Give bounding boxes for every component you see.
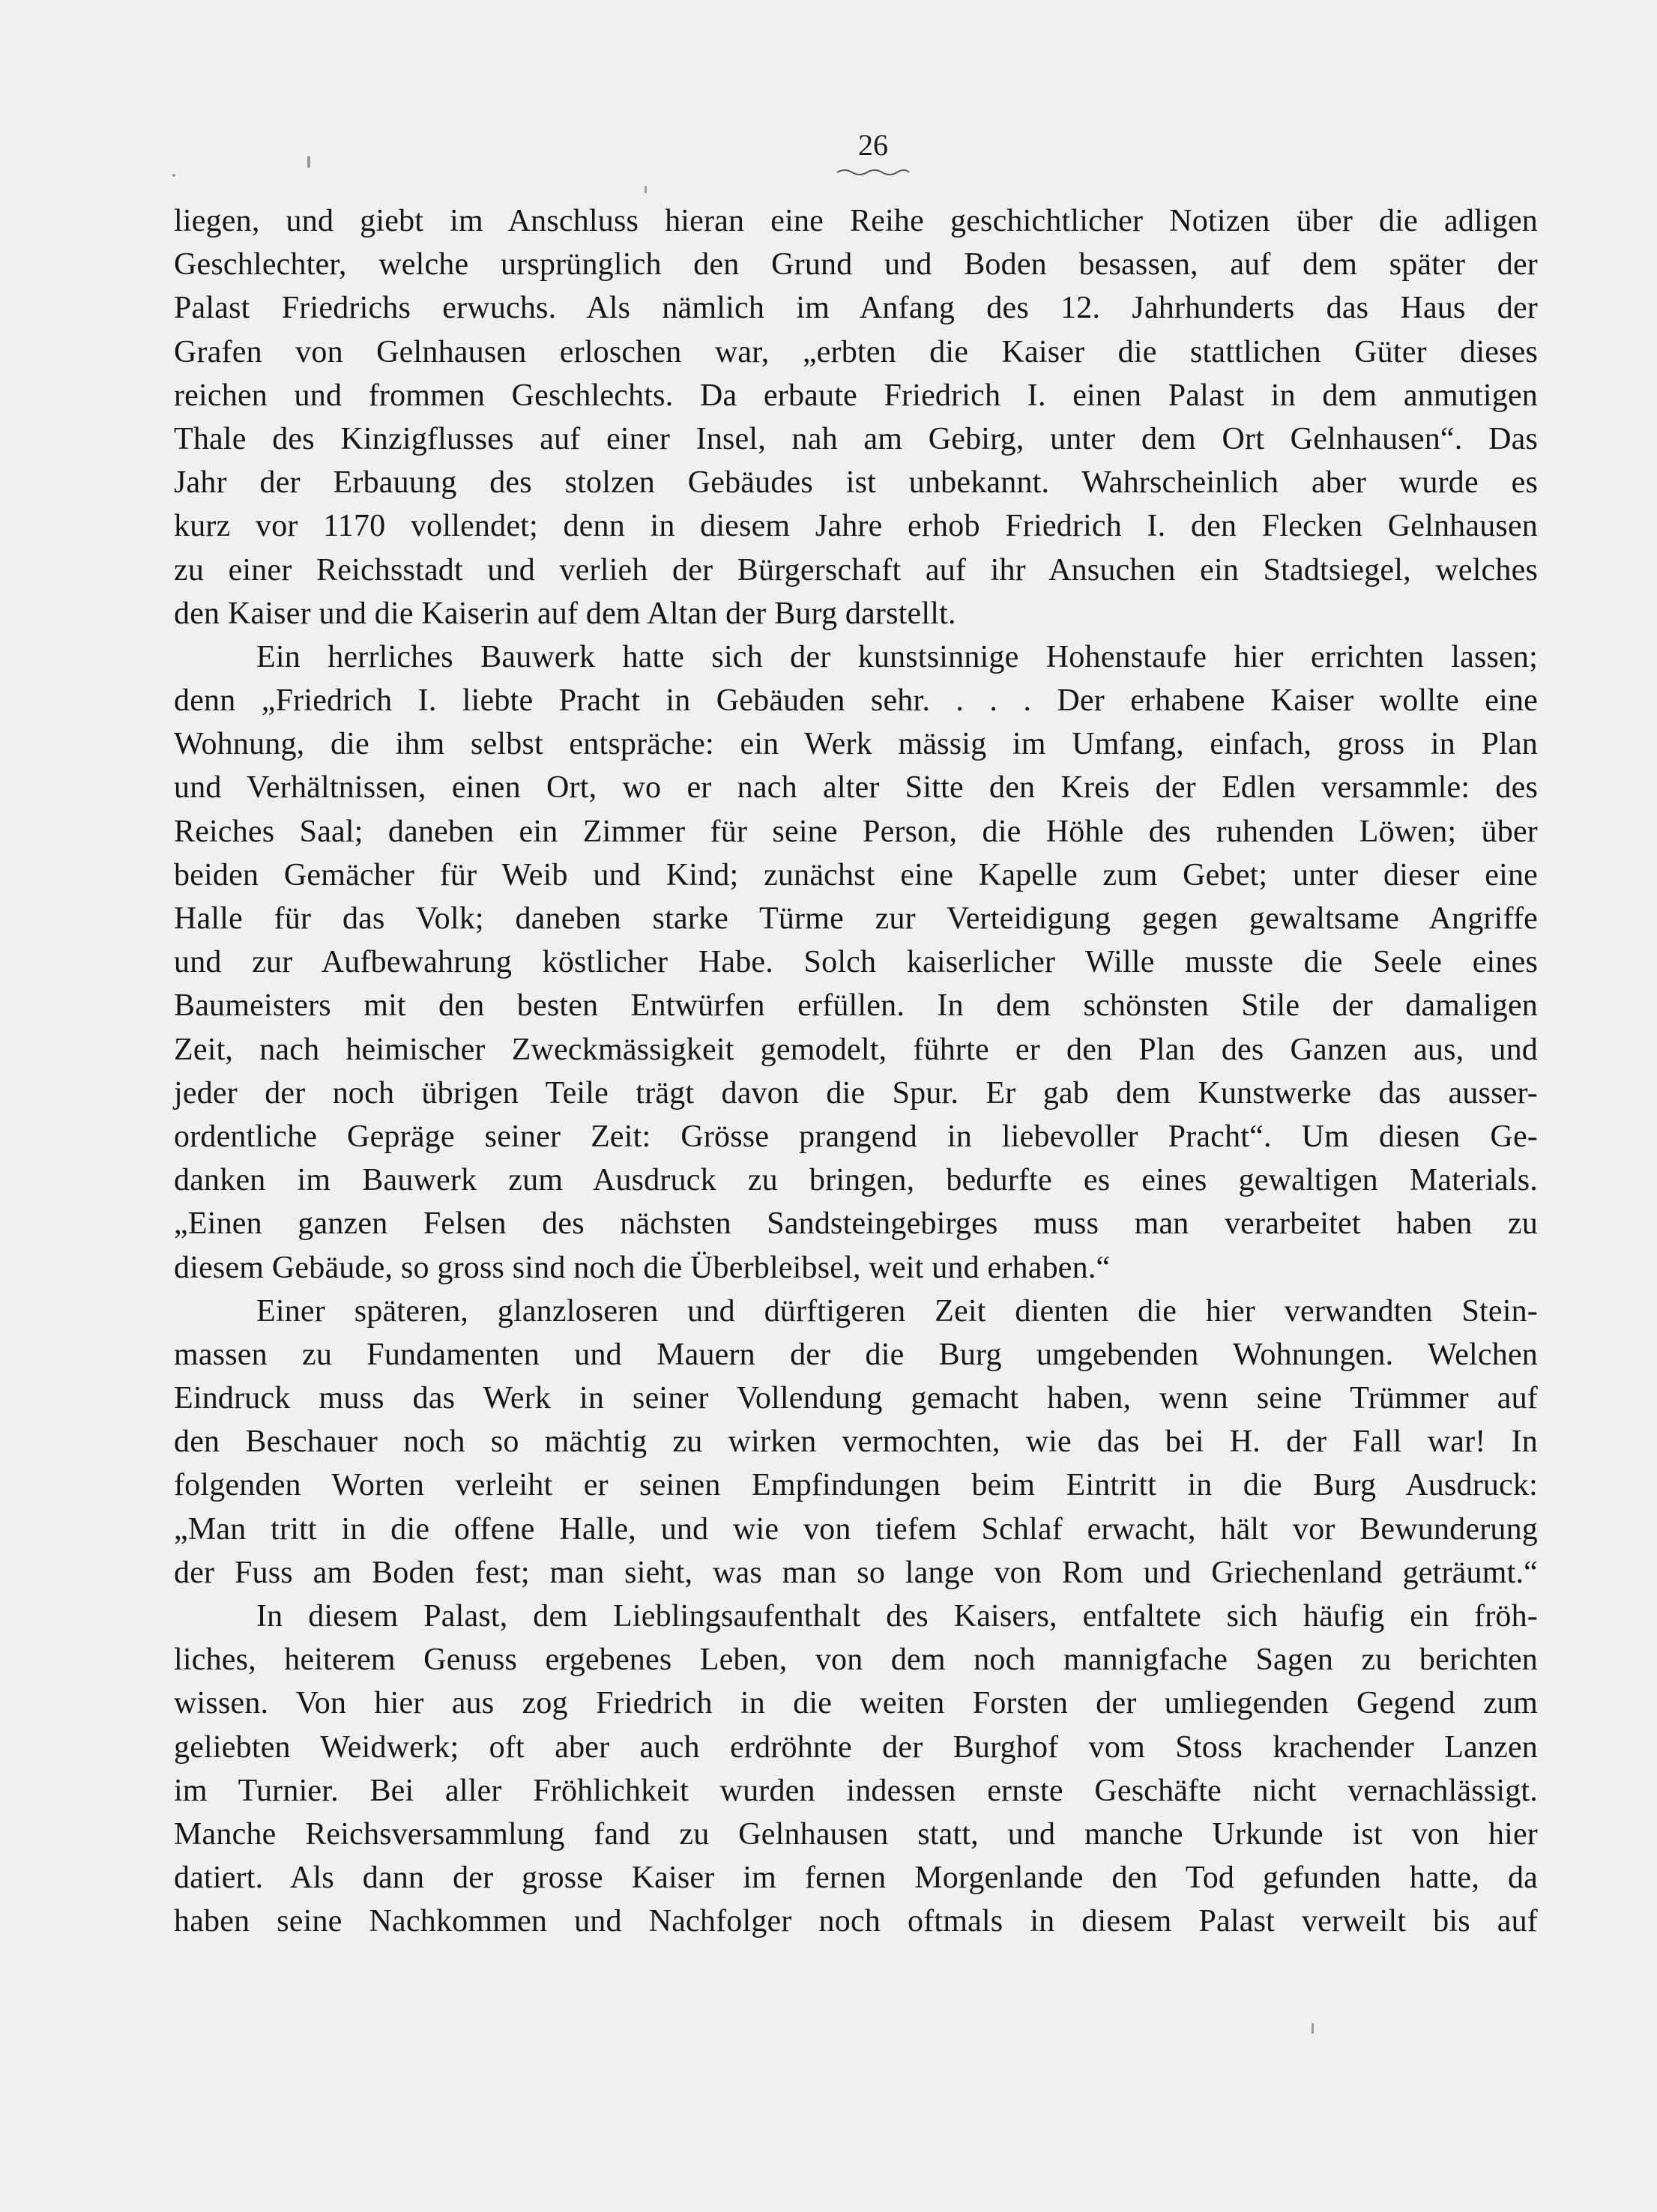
text-line: datiert. Als dann der grosse Kaiser im fernen Morgenlande den Tod gefunden hatte, da <box>174 1861 1538 1896</box>
text-line: liches, heiterem Genuss ergebenes Leben, von dem noch mannigfache Sagen zu berichten <box>174 1643 1538 1678</box>
text-line: In diesem Palast, dem Lieblingsaufenthalt des Kaisers, entfaltete sich häufig ein fröh- <box>256 1599 1538 1634</box>
scan-speck <box>1312 2023 1314 2034</box>
text-line: und Verhältnissen, einen Ort, wo er nach alter Sitte den Kreis der Edlen versammle: des <box>174 770 1538 806</box>
text-line: zu einer Reichsstadt und verlieh der Bürgerschaft auf ihr Ansuchen ein Stadtsiegel, welches <box>174 552 1538 587</box>
scan-speck <box>307 156 310 168</box>
text-line: massen zu Fundamenten und Mauern der die Burg umgebenden Wohnungen. Welchen <box>174 1337 1538 1372</box>
scan-speck <box>645 186 647 193</box>
text-line: liegen, und giebt im Anschluss hieran eine Reihe geschichtlicher Notizen über die adligen <box>174 204 1538 238</box>
text-line: reichen und frommen Geschlechts. Da erbaute Friedrich I. einen Palast in dem anmutigen <box>174 378 1538 413</box>
text-line: haben seine Nachkommen und Nachfolger noch oftmals in diesem Palast verweilt bis auf <box>174 1904 1538 1939</box>
text-line: Wohnung, die ihm selbst entspräche: ein Werk mässig im Umfang, einfach, gross in Plan <box>174 727 1538 762</box>
text-line: Geschlechter, welche ursprünglich den Grund und Boden besassen, auf dem später der <box>174 247 1538 282</box>
text-line: wissen. Von hier aus zog Friedrich in die weiten Forsten der umliegenden Gegend zum <box>174 1686 1538 1721</box>
text-line: beiden Gemächer für Weib und Kind; zunächst eine Kapelle zum Gebet; unter dieser eine <box>174 857 1538 892</box>
text-line: Zeit, nach heimischer Zweckmässigkeit gemodelt, führte er den Plan des Ganzen aus, und <box>174 1032 1538 1067</box>
page-number: 26 <box>858 128 888 162</box>
text-line: Eindruck muss das Werk in seiner Vollendung gemacht haben, wenn seine Trümmer auf <box>174 1381 1538 1416</box>
text-line: Thale des Kinzigflusses auf einer Insel, nah am Gebirg, unter dem Ort Gelnhausen“. Das <box>174 421 1538 456</box>
text-line: danken im Bauwerk zum Ausdruck zu bringen, bedurfte es eines gewaltigen Materials. <box>174 1163 1538 1198</box>
text-line: den Beschauer noch so mächtig zu wirken vermochten, wie das bei H. der Fall war! In <box>174 1424 1538 1460</box>
text-line: Manche Reichsversammlung fand zu Gelnhausen statt, und manche Urkunde ist von hier <box>174 1816 1538 1852</box>
text-line: „Einen ganzen Felsen des nächsten Sandsteingebirges muss man verarbeitet haben zu <box>174 1206 1538 1242</box>
scan-speck <box>172 174 175 177</box>
text-line: und zur Aufbewahrung köstlicher Habe. Solch kaiserlicher Wille musste die Seele eines <box>174 945 1538 980</box>
text-line: Grafen von Gelnhausen erloschen war, „erbten die Kaiser die stattlichen Güter dieses <box>174 334 1538 369</box>
text-line: Ein herrliches Bauwerk hatte sich der kunstsinnige Hohenstaufe hier errichten lassen; <box>256 639 1538 674</box>
text-line: den Kaiser und die Kaiserin auf dem Altan der Burg darstellt. <box>174 596 956 631</box>
text-line: jeder der noch übrigen Teile trägt davon die Spur. Er gab dem Kunstwerke das ausser- <box>174 1075 1538 1110</box>
text-line: Einer späteren, glanzloseren und dürftigeren Zeit dienten die hier verwandten Stein- <box>256 1293 1538 1329</box>
text-line: ordentliche Gepräge seiner Zeit: Grösse prangend in liebevoller Pracht“. Um diesen Ge- <box>174 1119 1538 1154</box>
text-line: „Man tritt in die offene Halle, und wie von tiefem Schlaf erwacht, hält vor Bewunderung <box>174 1511 1538 1547</box>
body-text <box>174 199 1538 1944</box>
text-line: im Turnier. Bei aller Fröhlichkeit wurden indessen ernste Geschäfte nicht vernachlässigt. <box>174 1773 1538 1808</box>
text-line: geliebten Weidwerk; oft aber auch erdröhnte der Burghof vom Stoss krachender Lanzen <box>174 1729 1538 1765</box>
text-line: Baumeisters mit den besten Entwürfen erfüllen. In dem schönsten Stile der damaligen <box>174 988 1538 1024</box>
text-line: kurz vor 1170 vollendet; denn in diesem Jahre erhob Friedrich I. den Flecken Gelnhausen <box>174 509 1538 544</box>
text-line: Halle für das Volk; daneben starke Türme zur Verteidigung gegen gewaltsame Angriffe <box>174 901 1538 936</box>
text-line: denn „Friedrich I. liebte Pracht in Gebäuden sehr. . . . Der erhabene Kaiser wollte eine <box>174 683 1538 719</box>
text-line: Palast Friedrichs erwuchs. Als nämlich im Anfang des 12. Jahrhunderts das Haus der <box>174 291 1538 326</box>
text-line: folgenden Worten verleiht er seinen Empfindungen beim Eintritt in die Burg Ausdruck: <box>174 1468 1538 1503</box>
text-line: diesem Gebäude, so gross sind noch die Überbleibsel, weit und erhaben.“ <box>174 1250 1111 1285</box>
text-line: Jahr der Erbauung des stolzen Gebäudes ist unbekannt. Wahrscheinlich aber wurde es <box>174 465 1538 501</box>
text-line: Reiches Saal; daneben ein Zimmer für seine Person, die Höhle des ruhenden Löwen; über <box>174 814 1538 849</box>
text-line: der Fuss am Boden fest; man sieht, was man so lange von Rom und Griechenland geträumt.“ <box>174 1555 1538 1590</box>
page-number-ornament <box>836 166 911 178</box>
